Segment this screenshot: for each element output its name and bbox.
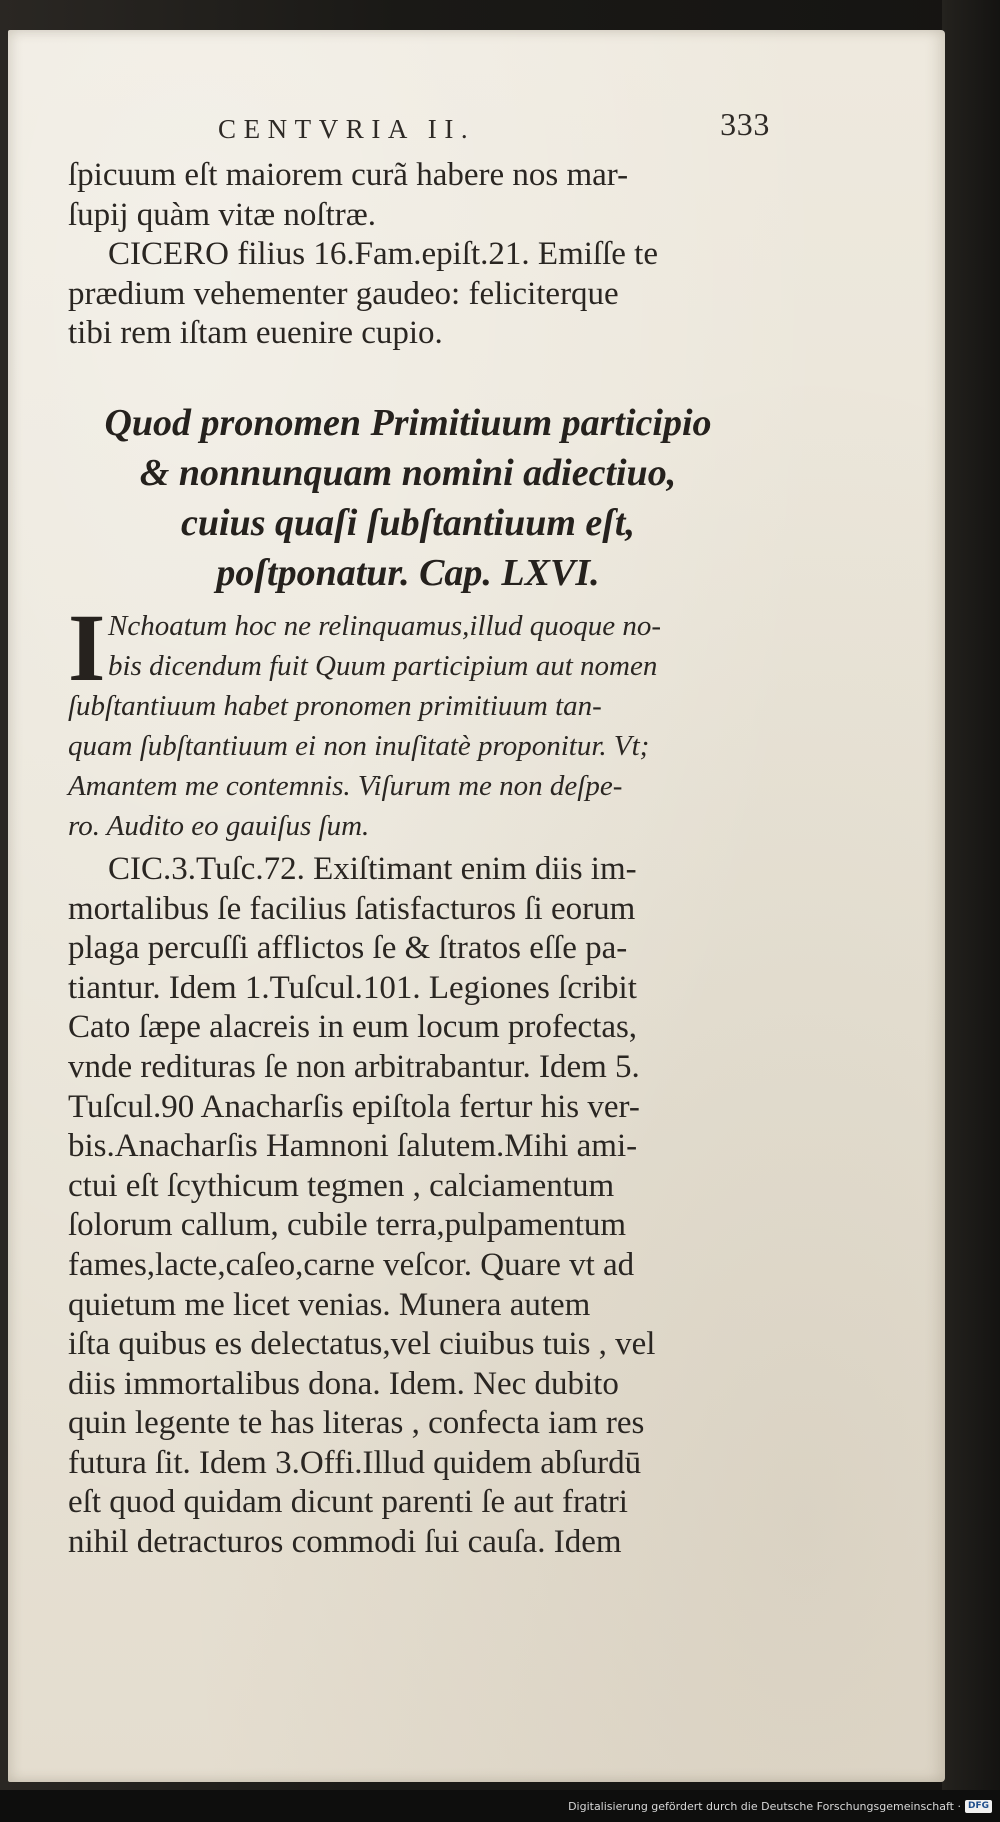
text-line: tibi rem iſtam euenire cupio.: [68, 315, 443, 352]
intro-paragraph: [68, 156, 748, 235]
page-number: 333: [720, 106, 770, 142]
text-line: Nchoatum hoc ne relinquamus,illud quoque no-: [108, 609, 662, 642]
text-line: ſupij quàm vitæ noſtræ.: [68, 196, 377, 233]
chapter-intro-italic: [68, 593, 748, 846]
text-line: eſt quod quidam dicunt parenti ſe aut fratri: [68, 1484, 628, 1521]
text-line: mortalibus ſe facilius ſatisfacturos ſi eorum: [68, 890, 636, 927]
text-line: Amantem me contemnis. Viſurum me non deſpe-: [68, 769, 623, 802]
book-page: [8, 30, 945, 1782]
text-line: plaga percuſſi afflictos ſe & ſtratos eſſe pa-: [68, 930, 628, 967]
text-line: Tuſcul.90 Anacharſis epiſtola fertur his ver-: [68, 1088, 640, 1125]
credit-text: Digitalisierung gefördert durch die Deutsche Forschungsgemeinschaft ·: [568, 1800, 961, 1813]
text-line: ctui eſt ſcythicum tegmen , calciamentum: [68, 1167, 615, 1204]
text-line: prædium vehementer gaudeo: feliciterque: [68, 275, 619, 312]
chapter-heading-line: poſtponatur. Cap. LXVI.: [216, 551, 600, 594]
text-line: fames,lacte,caſeo,carne veſcor. Quare vt ad: [68, 1246, 635, 1283]
text-line: bis dicendum fuit Quum participium aut nomen: [108, 649, 658, 682]
chapter-heading-line: Quod pronomen Primitiuum participio: [104, 401, 712, 444]
text-line: ſolorum callum, cubile terra,pulpamentum: [68, 1207, 627, 1244]
cicero-paragraph: [68, 235, 748, 354]
chapter-heading-line: & nonnunquam nomini adiectiuo,: [139, 451, 677, 494]
text-line: futura ſit. Idem 3.Offi.Illud quidem abſurdū: [68, 1444, 642, 1481]
dfg-logo: DFG: [965, 1800, 992, 1813]
text-line: iſta quibus es delectatus,vel ciuibus tuis , vel: [68, 1326, 656, 1363]
text-line: quam ſubſtantiuum ei non inuſitatè proponitur. Vt;: [68, 729, 650, 762]
text-line: CICERO filius 16.Fam.epiſt.21. Emiſſe te: [108, 236, 658, 273]
text-line: CIC.3.Tuſc.72. Exiſtimant enim diis im-: [108, 850, 637, 887]
text-line: ro. Audito eo gauiſus ſum.: [68, 809, 370, 842]
drop-cap-initial: I: [68, 593, 106, 701]
running-head: [68, 96, 770, 156]
text-line: ſpicuum eſt maiorem curã habere nos mar-: [68, 157, 629, 193]
text-line: quin legente te has literas , confecta iam res: [68, 1405, 645, 1442]
text-line: nihil detracturos commodi ſui cauſa. Idem: [68, 1524, 622, 1561]
digitization-credit: [568, 1800, 992, 1813]
book-fore-edge: [942, 0, 1000, 1790]
running-head-title: CENTVRIA II.: [218, 114, 476, 144]
text-line: quietum me licet venias. Munera autem: [68, 1286, 591, 1323]
page-text-block: [68, 96, 770, 1563]
main-paragraph: [68, 850, 748, 1563]
text-line: Cato ſæpe alacreis in eum locum profectas,: [68, 1009, 638, 1046]
text-line: ſubſtantiuum habet pronomen primitiuum tan-: [68, 689, 602, 722]
text-line: tiantur. Idem 1.Tuſcul.101. Legiones ſcribit: [68, 969, 637, 1006]
text-line: bis.Anacharſis Hamnoni ſalutem.Mihi ami-: [68, 1128, 638, 1165]
chapter-heading: [68, 398, 748, 598]
chapter-heading-line: cuius quaſi ſubſtantiuum eſt,: [181, 501, 635, 544]
text-line: diis immortalibus dona. Idem. Nec dubito: [68, 1365, 619, 1402]
text-line: vnde redituras ſe non arbitrabantur. Idem 5.: [68, 1048, 640, 1085]
